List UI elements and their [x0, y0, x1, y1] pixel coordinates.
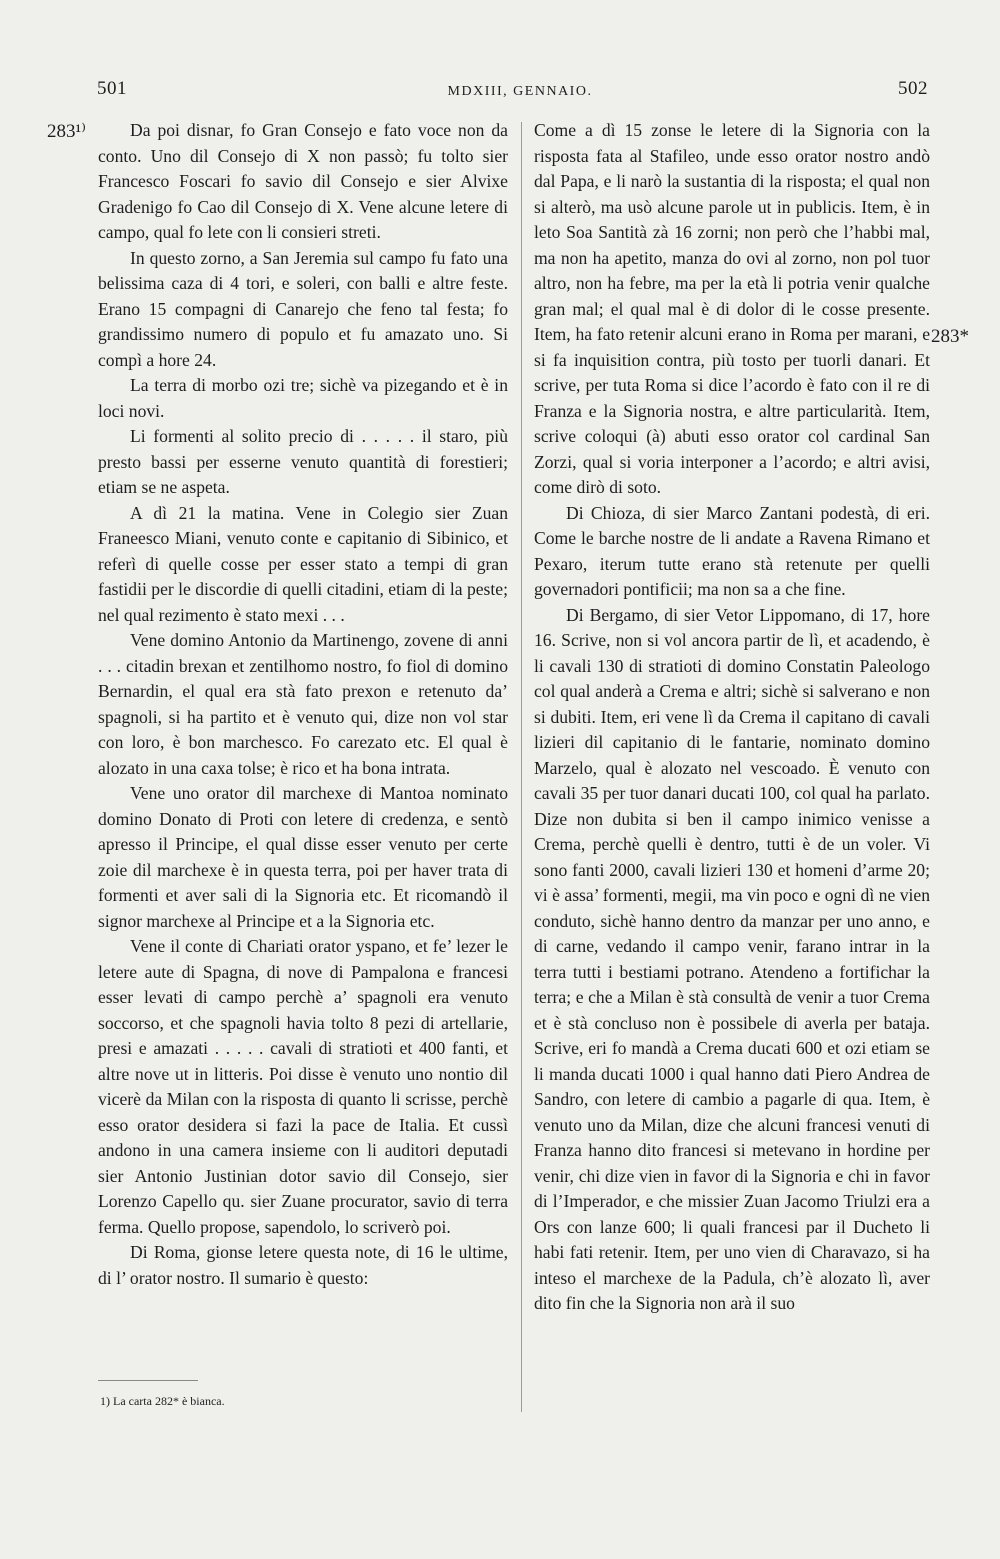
running-title: MDXIII, GENNAIO.: [447, 84, 593, 99]
paragraph: Li formenti al solito precio di . . . . . il staro, più presto bassi per esserne venuto quantità di forestieri; etiam se ne aspeta.: [98, 426, 508, 497]
paragraph: Vene uno orator dil marchexe di Mantoa nominato domino Donato di Proti con letere di credenza, e sentò apresso il Principe, el qual disse esser venuto per certe zoie dil marchexe è in questa terra, poi per haver trata di formenti et aver sali di la Signoria etc. Et ricomandò il signor marchexe al Principe et a la Signoria etc.: [98, 783, 508, 931]
margin-folio-right: 283*: [931, 326, 969, 347]
left-column: [98, 118, 508, 1291]
paragraph: In questo zorno, a San Jeremia sul campo fu fato una belissima caza di 4 tori, e soleri, con balli e altre feste. Erano 15 compagni di Canarejo che feno tal festa; fo grandissimo numero di populo et fu amazato uno. Si compì a hore 24.: [98, 247, 508, 370]
right-column: [534, 118, 930, 1317]
paragraph: Di Bergamo, di sier Vetor Lippomano, di 17, hore 16. Scrive, non si vol ancora partir de lì, et acadendo, è li cavali 130 di stratioti di domino Constatin Paleologo col qual anderà a Crema e altri; sichè si salverano e non si dubiti. Item, eri vene lì da Crema il capitano di cavali lizieri dil capitanio di le fantarie, nominato domino Marzelo, qual è alozato nel vescoado. È venuto con cavali 35 per tuor danari ducati 100, col qual ha parlato. Dize non dubita si ben il campo inimico venisse a Crema, perchè quelli è dentro, tutti è de un voler. Vi sono fanti 2000, cavali lizieri 130 et homeni d’arme 20; vi è assa’ formenti, megii, ma vin poco e ogni dì ne vien conduto, sichè hanno dentro da manzar per uno anno, e di carne, vedando il campo venir, farano intrar in la terra tutti i bestiami potrano. Atendeno a fortifichar la terra; e che a Milan è stà consultà de venir a tuor Crema et è stà concluso non è possibele di averla per bataja. Scrive, eri fo mandà a Crema ducati 600 et ozi etiam se li manda ducati 1000 i qual hanno dati Piero Andrea de Sandro, con letere di cambio a pagarle di qua. Item, è venuto uno da Milan, dize che alcuni francesi venuti di Franza hanno dito francesi si metevano in hordine per venir, chi dize vien in favor di la Signoria e chi in favor di l’Imperador, e che missier Zuan Jacomo Triulzi era a Ors con lanze 600; li quali francesi par il Ducheto li habi fati retenir. Item, per uno vien di Charavazo, si ha inteso el marchexe de la Padula, ch’è alozato lì, aver dito fin che la Signoria non arà il suo: [534, 604, 930, 1313]
paragraph: Vene domino Antonio da Martinengo, zovene di anni . . . citadin brexan et zentilhomo nostro, fo fiol di domino Bernardin, el qual era stà fato prexon e retenuto da’ spagnoli, si ha partito et è venuto qui, dize non vol star con loro, è bon marchesco. Fo carezato etc. El qual è alozato in una caxa tolse; è rico et ha bona intrata.: [98, 630, 508, 778]
paragraph: Di Roma, gionse letere questa note, di 16 le ultime, di l’ orator nostro. Il sumario è questo:: [98, 1242, 508, 1288]
page-number-left: 501: [97, 78, 127, 99]
paragraph: Di Chioza, di sier Marco Zantani podestà, di eri. Come le barche nostre de li andate a Ravena Rimano et Pexaro, iterum tutte erano stà retenute per quelli governadori pontificii; ma non sa a che fine.: [534, 502, 930, 599]
page-number-right: 502: [898, 78, 928, 99]
paragraph: Come a dì 15 zonse le letere di la Signoria con la risposta fata al Stafileo, unde esso orator nostro andò dal Papa, e li narò la sustantia di la risposta; el qual non si alterò, ma usò alcune parole ut in publicis. Item, è in leto Soa Santità zà 16 zorni; non però che l’habbi mal, ma non ha apetito, manza do ovi al zorno, non pol tuor altro, non ha febre, ma per la età li potria venir qualche gran mal; el qual mal è di dolor di le cosse presente. Item, ha fato retenir alcuni erano in Roma per marani, e si fa inquisition contra, più tosto per tuorli danari. Et scrive, per tuta Roma si dice l’acordo è fato con il re di Franza e la Signoria nostra, e altre particularità. Item, scrive coloqui (à) abuti esso orator col cardinal San Zorzi, qual si voria interponer a l’acordo; e altri avisi, come dirò di soto.: [534, 120, 930, 497]
footnote-rule: [98, 1380, 198, 1381]
paragraph: Vene il conte di Chariati orator yspano, et fe’ lezer le letere aute di Spagna, di nove di Pampalona e francesi esser levati di campo perchè a’ spagnoli era venuto soccorso, et che spagnoli havia tolto 8 pezi di artellarie, presi e amazati . . . . . cavali di stratioti et 400 fanti, et altre nove ut in litteris. Poi disse è venuto uno nontio dil vicerè da Milan con la risposta di quanto li scrisse, perchè esso orator desidera si fazi la pace de Italia. Et cussì andono in una camera insieme con li auditori deputadi sier Antonio Justinian dotor savio dil Consejo, sier Lorenzo Capello qu. sier Zuane procurator, savio di terra ferma. Quello propose, sapendolo, lo scriverò poi.: [98, 936, 508, 1237]
column-divider: [521, 122, 522, 1412]
paragraph: Da poi disnar, fo Gran Consejo e fato voce non da conto. Uno dil Consejo di X non passò; fu tolto sier Francesco Foscari fo savio dil Consejo e sier Alvixe Gradenigo fo Cao dil Consejo di X. Vene alcune letere di campo, qual fo lete con li consieri streti.: [98, 120, 508, 242]
footnote: 1) La carta 282* è bianca.: [100, 1394, 225, 1408]
paragraph: La terra di morbo ozi tre; sichè va pizegando et è in loci novi.: [98, 375, 508, 421]
margin-folio-left: 283¹⁾: [47, 121, 86, 142]
paragraph: A dì 21 la matina. Vene in Colegio sier Zuan Franeesco Miani, venuto conte e capitanio di Sibinico, et referì di quelle cosse per esser stato a tempi di gran fastidii per le discordie di quelli citadini, etiam di la peste; nel qual rezimento è stato mexi . . .: [98, 502, 508, 625]
